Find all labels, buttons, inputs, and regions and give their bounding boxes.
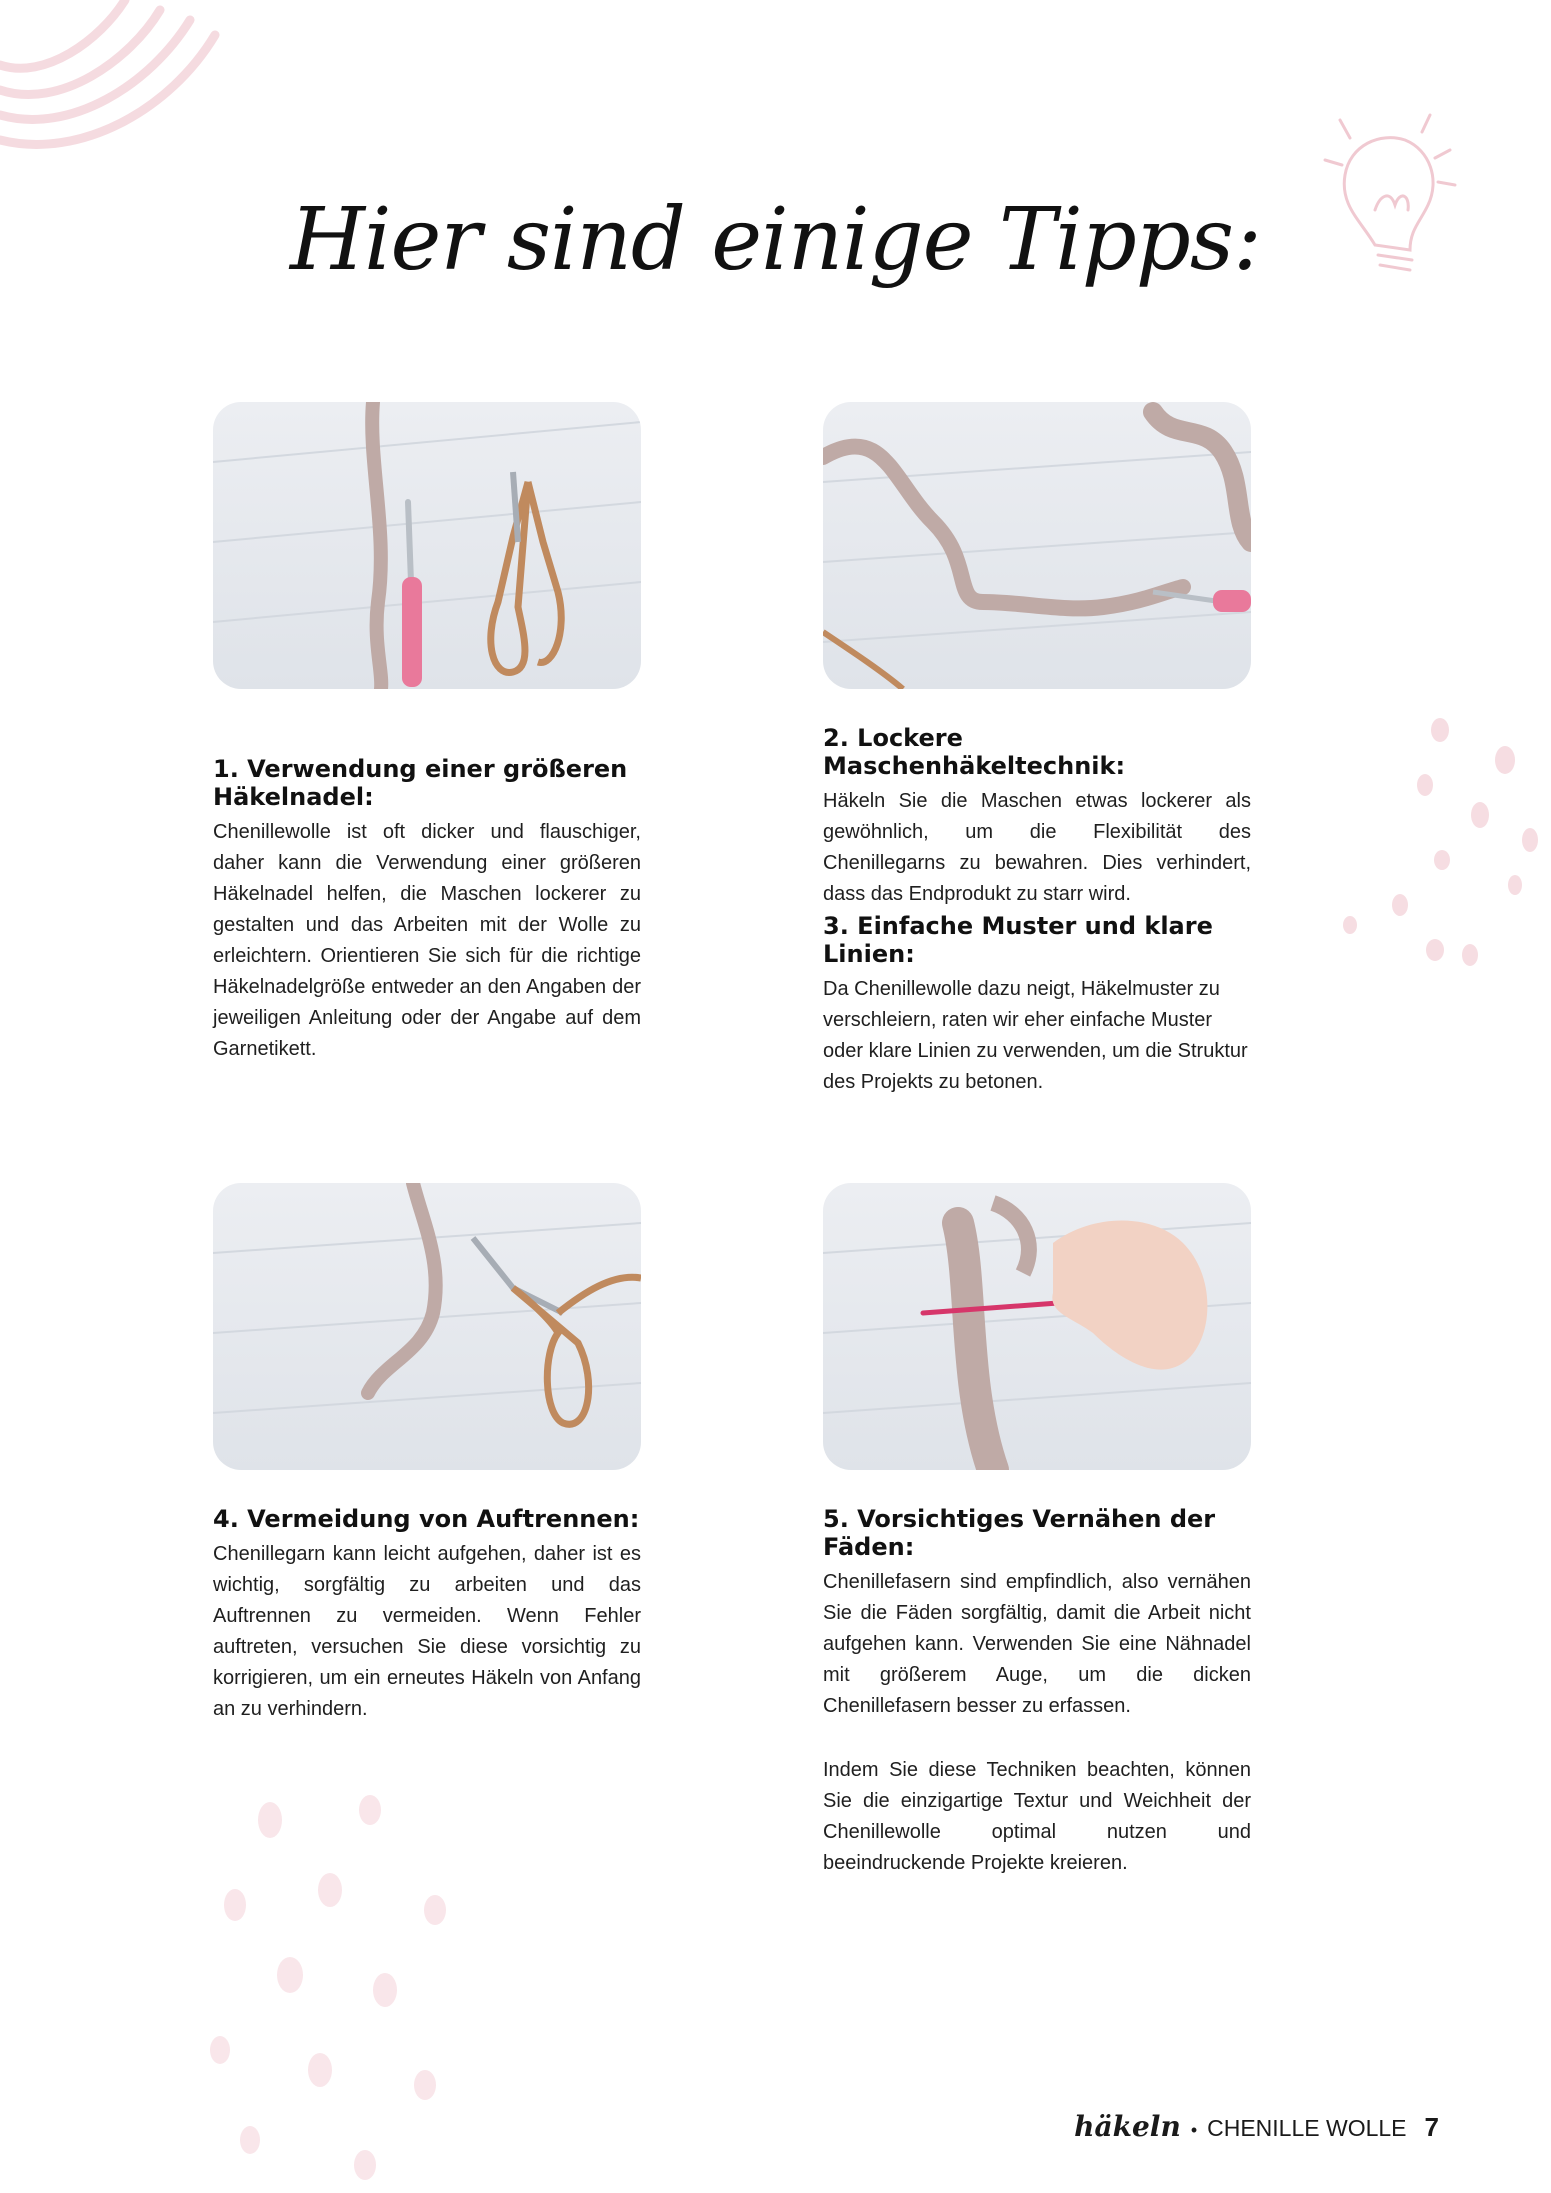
tip-5-text: Chenillefasern sind empfindlich, also vernähen Sie die Fäden sorgfältig, damit die Arbeit nicht aufgehen kann. Verwenden Sie eine Nähnadel mit größerem Auge, um die dicken Chenillefasern besser zu erfassen. — [823, 1571, 1251, 1717]
decorative-dots-right — [1330, 700, 1551, 1000]
tip-1 — [213, 755, 641, 1065]
tip-2 — [823, 724, 1251, 910]
tip-3-text: Da Chenillewolle dazu neigt, Häkelmuster zu verschleiern, raten wir eher einfache Muster oder klare Linien zu verwenden, um die Struktur des Projekts zu betonen. — [823, 978, 1248, 1093]
tip-1-text: Chenillewolle ist oft dicker und flauschiger, daher kann die Verwendung einer größeren Häkelnadel helfen, die Maschen lockerer zu gestalten und das Arbeiten mit der Wolle zu erleichtern. Orientieren Sie sich für die richtige Häkelnadelgröße entweder an den Angaben der jeweiligen Anleitung oder der Angabe auf dem Garnetikett. — [213, 821, 641, 1060]
tip-4-heading: 4. Vermeidung von Auftrennen: — [213, 1505, 640, 1533]
decorative-dots-left — [200, 1770, 530, 2190]
tip-3-heading: 3. Einfache Muster und klare Linien: — [823, 912, 1213, 968]
photo-scissors-yarn — [213, 1183, 641, 1470]
page-footer — [1074, 2110, 1439, 2143]
tip-5-heading: 5. Vorsichtiges Vernähen der Fäden: — [823, 1505, 1216, 1561]
tip-1-heading: 1. Verwendung einer größeren Häkelnadel: — [213, 755, 628, 811]
page-number: 7 — [1424, 2112, 1439, 2142]
tip-4-text: Chenillegarn kann leicht aufgehen, daher ist es wichtig, sorgfältig zu arbeiten und das Auftrennen zu vermeiden. Wenn Fehler auftreten, versuchen Sie diese vorsichtig zu korrigieren, um ein erneutes Häkeln von Anfang an zu verhindern. — [213, 1543, 641, 1720]
tip-5 — [823, 1505, 1251, 1722]
photo-crochet-chain — [823, 402, 1251, 689]
tip-2-text: Häkeln Sie die Maschen etwas lockerer als gewöhnlich, um die Flexibilität des Chenillegarns zu bewahren. Dies verhindert, dass das Endprodukt zu starr wird. — [823, 790, 1251, 905]
tip-2-heading: 2. Lockere Maschenhäkeltechnik: — [823, 724, 1126, 780]
photo-crochet-hook-scissors — [213, 402, 641, 689]
footer-separator: • — [1190, 2120, 1198, 2140]
tip-4 — [213, 1505, 641, 1725]
page-title: Hier sind einige Tipps: — [290, 190, 1261, 290]
tip-3 — [823, 912, 1251, 1098]
decorative-swirl — [0, 0, 230, 160]
footer-section: CHENILLE WOLLE — [1207, 2115, 1407, 2141]
photo-hand-needle — [823, 1183, 1251, 1470]
closing-text: Indem Sie diese Techniken beachten, können Sie die einzigartige Textur und Weichheit der Chenillewolle optimal nutzen und beeindruckende Projekte kreieren. — [823, 1759, 1251, 1874]
closing-block — [823, 1755, 1251, 1879]
footer-script-word: häkeln — [1074, 2110, 1181, 2143]
